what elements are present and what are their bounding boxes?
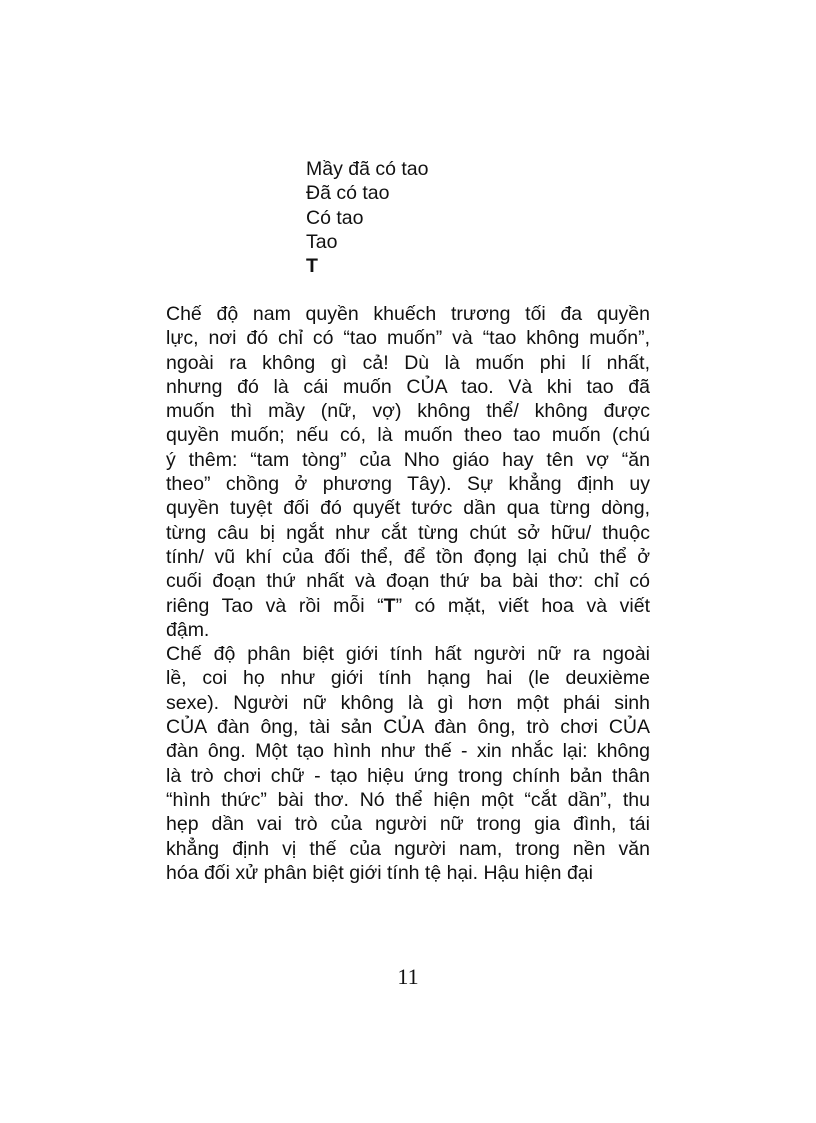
text-line: cuối đoạn thứ nhất và đoạn thứ ba bài thơ: chỉ có (166, 570, 650, 593)
poem-line-bold: T (306, 255, 318, 278)
bold-letter: T (383, 594, 396, 617)
poem-line: Tao (306, 230, 338, 253)
text-line: đậm. (166, 618, 210, 641)
text-segment: ” có mặt, viết hoa và viết (395, 594, 651, 617)
paragraph (166, 302, 650, 642)
text-line: từng câu bị ngắt như cắt từng chút sở hữu/ thuộc (166, 521, 650, 544)
text-line: nhưng đó là cái muốn CỦA tao. Và khi tao đã (166, 375, 650, 398)
text-line: lề, coi họ như giới tính hạng hai (le deuxième (166, 667, 650, 690)
text-line: sexe). Người nữ không là gì hơn một phái sinh (166, 691, 650, 714)
text-line: ý thêm: “tam tòng” của Nho giáo hay tên vợ “ăn (166, 448, 650, 471)
text-line: lực, nơi đó chỉ có “tao muốn” và “tao không muốn”, (166, 327, 650, 350)
text-segment: riêng Tao và rồi mỗi “ (166, 594, 384, 617)
paragraph (166, 642, 650, 885)
text-line: CỦA đàn ông, tài sản CỦA đàn ông, trò chơi CỦA (166, 716, 650, 739)
text-line: đàn ông. Một tạo hình như thế - xin nhắc lại: không (166, 740, 650, 763)
page-number: 11 (397, 964, 419, 989)
text-line: quyền tuyệt đối đó quyết tước dần qua từng dòng, (166, 497, 650, 520)
text-line: “hình thức” bài thơ. Nó thể hiện một “cắt dần”, thu (166, 788, 650, 811)
text-line: hóa đối xử phân biệt giới tính tệ hại. Hậu hiện đại (166, 861, 593, 884)
text-line: quyền muốn; nếu có, là muốn theo tao muốn (chú (166, 424, 650, 447)
text-line: khẳng định vị thế của người nam, trong nền văn (166, 837, 650, 860)
text-line: là trò chơi chữ - tạo hiệu ứng trong chính bản thân (166, 764, 650, 787)
poem-line: Mầy đã có tao (306, 158, 429, 180)
text-line: theo” chồng ở phương Tây). Sự khẳng định uy (166, 473, 650, 496)
poem-excerpt (306, 157, 428, 278)
poem-line: Có tao (306, 206, 364, 229)
text-line: Chế độ nam quyền khuếch trương tối đa quyền (166, 303, 650, 325)
text-line: muốn thì mầy (nữ, vợ) không thể/ không được (166, 400, 650, 423)
body-text (166, 302, 650, 885)
text-line: ngoài ra không gì cả! Dù là muốn phi lí nhất, (166, 351, 650, 374)
text-line (166, 594, 650, 618)
poem-line: Đã có tao (306, 182, 390, 205)
text-line: Chế độ phân biệt giới tính hất người nữ ra ngoài (166, 643, 650, 666)
text-line: tính/ vũ khí của đối thể, để tồn đọng lại chủ thể ở (166, 545, 650, 568)
text-line: hẹp dần vai trò của người nữ trong gia đình, tái (166, 813, 650, 836)
